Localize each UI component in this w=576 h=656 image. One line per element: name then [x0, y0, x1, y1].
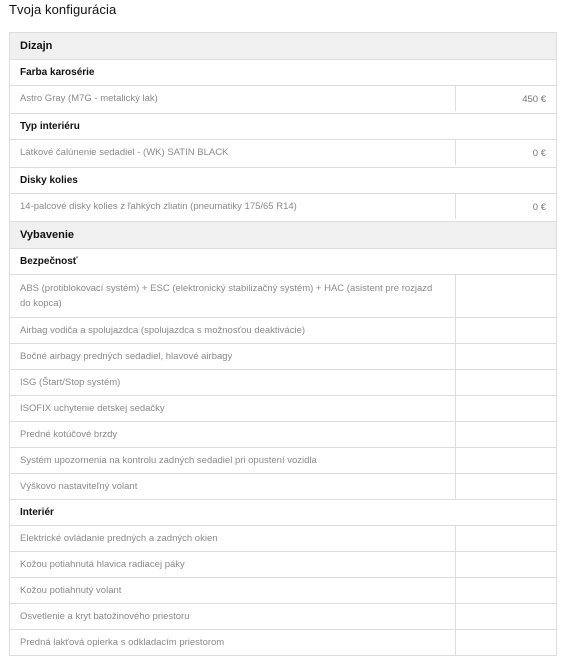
- item-price: [456, 318, 556, 343]
- item-price: [456, 422, 556, 447]
- item-price: [456, 630, 556, 655]
- group-header-bezpecnost: Bezpečnosť: [10, 249, 556, 275]
- group-header-farba: Farba karosérie: [10, 60, 556, 86]
- config-row: [10, 448, 556, 474]
- item-price: [456, 578, 556, 603]
- item-name: Predné kotúčové brzdy: [10, 422, 456, 447]
- config-row: [10, 604, 556, 630]
- item-name: ISOFIX uchytenie detskej sedačky: [10, 396, 456, 421]
- config-row: [10, 630, 556, 656]
- page-title: Tvoja konfigurácia: [9, 2, 117, 17]
- section-header-vybavenie: Vybavenie: [10, 222, 556, 249]
- item-price: [456, 370, 556, 395]
- item-name: Predná lakťová opierka s odkladacím priestorom: [10, 630, 456, 655]
- item-price: [456, 448, 556, 473]
- group-header-typ-interieru: Typ interiéru: [10, 114, 556, 140]
- config-row: [10, 552, 556, 578]
- item-name: Astro Gray (M7G - metalický lak): [10, 86, 456, 111]
- item-name: Airbag vodiča a spolujazdca (spolujazdca s možnosťou deaktivácie): [10, 318, 456, 343]
- config-row: [10, 318, 556, 344]
- item-name: Kožou potiahnutá hlavica radiacej páky: [10, 552, 456, 577]
- config-row: [10, 275, 556, 318]
- item-name: Bočné airbagy predných sedadiel, hlavové airbagy: [10, 344, 456, 369]
- item-name: Látkové čalúnenie sedadiel - (WK) SATIN BLACK: [10, 140, 456, 165]
- item-price: [456, 344, 556, 369]
- config-row: [10, 344, 556, 370]
- config-row: [10, 578, 556, 604]
- item-name: ABS (protiblokovací systém) + ESC (elektronický stabilizačný systém) + HAC (asistent pre rozjazd do kopca): [10, 275, 456, 317]
- configuration-summary: [9, 32, 557, 656]
- item-price: [456, 552, 556, 577]
- item-price: [456, 474, 556, 499]
- item-name: Kožou potiahnutý volant: [10, 578, 456, 603]
- config-row: [10, 526, 556, 552]
- config-row: [10, 194, 556, 222]
- config-row: [10, 86, 556, 114]
- item-name: Osvetlenie a kryt batožinového priestoru: [10, 604, 456, 629]
- item-price: [456, 526, 556, 551]
- item-name: ISG (Štart/Stop systém): [10, 370, 456, 395]
- section-header-dizajn: Dizajn: [10, 33, 556, 60]
- config-row: [10, 140, 556, 168]
- item-name: Systém upozornenia na kontrolu zadných sedadiel pri opustení vozidla: [10, 448, 456, 473]
- item-price: [456, 396, 556, 421]
- config-row: [10, 370, 556, 396]
- config-row: [10, 422, 556, 448]
- item-price: 0 €: [532, 202, 546, 213]
- item-name: 14-palcové disky kolies z ľahkých zliatin (pneumatiky 175/65 R14): [10, 194, 456, 219]
- item-price: 0 €: [532, 148, 546, 159]
- item-price: 450 €: [522, 94, 546, 105]
- item-name: Výškovo nastaviteľný volant: [10, 474, 456, 499]
- config-row: [10, 474, 556, 500]
- item-name: Elektrické ovládanie predných a zadných okien: [10, 526, 456, 551]
- group-header-interier: Interiér: [10, 500, 556, 526]
- config-row: [10, 396, 556, 422]
- item-price: [456, 275, 556, 317]
- group-header-disky: Disky kolies: [10, 168, 556, 194]
- item-price: [456, 604, 556, 629]
